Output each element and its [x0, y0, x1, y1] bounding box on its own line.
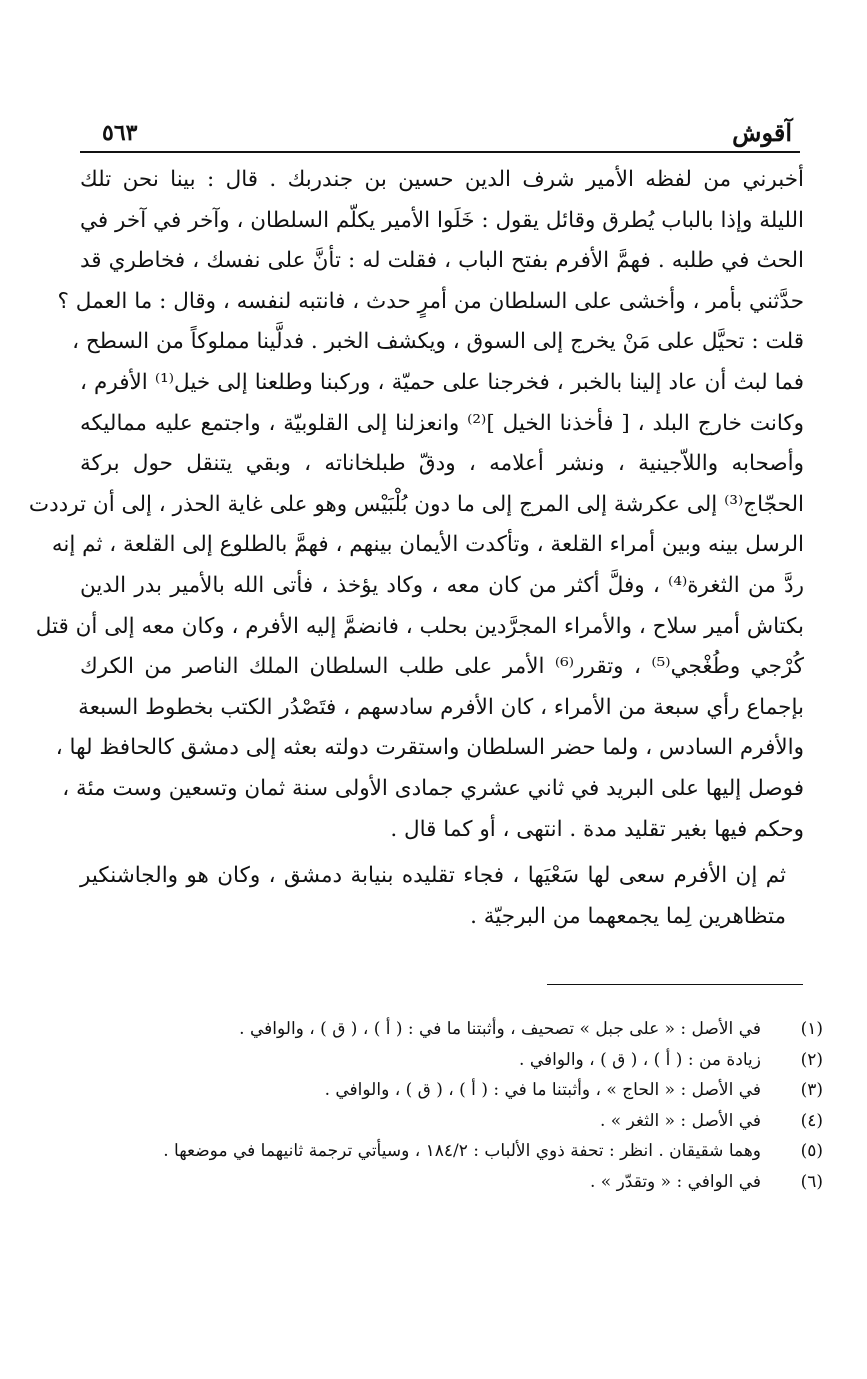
running-title: آقوش	[732, 118, 792, 147]
main-text	[28, 160, 804, 937]
footnote-number: (٥)	[800, 1141, 823, 1161]
footnote-text: في الوافي : « وتقدّر » .	[589, 1171, 761, 1192]
text-line: حدَّثني بأمر ، وأخشى على السلطان من أمرٍ حدث ، فانتبه لنفسه ، وقال : ما العمل ؟	[57, 288, 804, 314]
text-line: وحكم فيها بغير تقليد مدة . انتهى ، أو كما قال .	[390, 816, 804, 842]
text-line: أخبرني من لفظه الأمير شرف الدين حسين بن جندربك . قال : بينا نحن تلك	[80, 167, 804, 192]
footnote-text: في الأصل : « على جبل » تصحيف ، وأثبتنا ما في : ( أ ) ، ( ق ) ، والوافي .	[239, 1019, 761, 1039]
footnote	[83, 1136, 823, 1167]
text-line: ثم إن الأفرم سعى لها سَعْيَها ، فجاء تقليده بنيابة دمشق ، وكان هو والجاشنكير	[80, 863, 786, 889]
footnote-number: (٤)	[800, 1110, 823, 1131]
text-line: الحجّاج⁽³⁾ إلى عكرشة إلى المرج إلى ما دون بُلْبَيْس وهو على غاية الحذر ، إلى أن ترددت	[28, 491, 804, 517]
text-line: فما لبث أن عاد إلينا بالخبر ، فخرجنا على حميّة ، وركبنا وطلعنا إلى خيل⁽¹⁾ الأفرم ،	[80, 369, 804, 395]
paragraph-1	[28, 160, 804, 850]
footnote	[83, 1045, 823, 1076]
text-line: الحث في طلبه . فهمَّ الأفرم بفتح الباب ، فقلت له : تأنَّ على نفسك ، فخاطري قد	[80, 248, 804, 274]
text-line: والأفرم السادس ، ولما حضر السلطان واستقرت دولته بعثه إلى دمشق كالحافظ لها ،	[55, 735, 804, 761]
footnote-rule	[547, 984, 803, 985]
footnotes	[83, 1014, 823, 1197]
paragraph-2	[80, 856, 804, 937]
footnote	[83, 1106, 823, 1137]
text-line: بكتاش أمير سلاح ، والأمراء المجرَّدين بحلب ، فانضمَّ إليه الأفرم ، وكان معه إلى أن قتل	[35, 613, 804, 639]
footnote	[83, 1167, 823, 1198]
footnote	[83, 1014, 823, 1045]
page-header	[80, 112, 800, 152]
text-line: الرسل بينه وبين أمراء القلعة ، وتأكدت الأيمان بينهم ، فهمَّ بالطلوع إلى القلعة ، ثم إنه	[51, 532, 804, 558]
header-rule	[80, 151, 800, 153]
text-line: الليلة وإذا بالباب يُطرق وقائل يقول : خَلَوا الأمير يكلّم السلطان ، وآخر في آخر في	[80, 207, 804, 233]
footnote-text: في الأصل : « الثغر » .	[600, 1110, 761, 1131]
footnote	[83, 1075, 823, 1106]
footnote-number: (٢)	[800, 1049, 823, 1070]
text-line: قلت : تحيَّل على مَنْ يخرج إلى السوق ، ويكشف الخبر . فدلَّينا مملوكاً من السطح ،	[72, 329, 804, 355]
text-line: وأصحابه واللاّجينية ، ونشر أعلامه ، ودقّ طبلخاناته ، وبقي يتنقل حول بركة	[80, 451, 804, 477]
text-line: ردَّ من الثغرة⁽⁴⁾ ، وفلَّ أكثر من كان معه ، وكاد يؤخذ ، فأتى الله بالأمير بدر الدين	[80, 572, 804, 598]
text-line: وكانت خارج البلد ، [ فأخذنا الخيل ]⁽²⁾ وانعزلنا إلى القلوبيّة ، واجتمع عليه مماليكه	[80, 410, 804, 436]
footnote-text: زيادة من : ( أ ) ، ( ق ) ، والوافي .	[519, 1049, 761, 1070]
text-line: متظاهرين لِما يجمعهما من البرجيّة .	[470, 903, 786, 929]
footnote-number: (١)	[800, 1019, 823, 1039]
text-line: كُرْجي وطُغْجي⁽⁵⁾ ، وتقرر⁽⁶⁾ الأمر على طلب السلطان الملك الناصر من الكرك	[80, 654, 804, 680]
footnote-number: (٦)	[800, 1171, 823, 1192]
footnote-text: في الأصل : « الحاج » ، وأثبتنا ما في : ( أ ) ، ( ق ) ، والوافي .	[324, 1080, 761, 1100]
page-number: ٥٦٣	[102, 120, 138, 146]
footnote-number: (٣)	[800, 1080, 823, 1100]
text-line: بإجماع رأي سبعة من الأمراء ، كان الأفرم سادسهم ، فتَصْدُر الكتب بخطوط السبعة	[78, 694, 804, 720]
footnote-text: وهما شقيقان . انظر : تحفة ذوي الألباب : ١٨٤/٢ ، وسيأتي ترجمة ثانيهما في موضعها .	[163, 1141, 761, 1161]
text-line: فوصل إليها على البريد في ثاني عشري جمادى الأولى سنة ثمان وتسعين وست مئة ،	[62, 775, 804, 801]
